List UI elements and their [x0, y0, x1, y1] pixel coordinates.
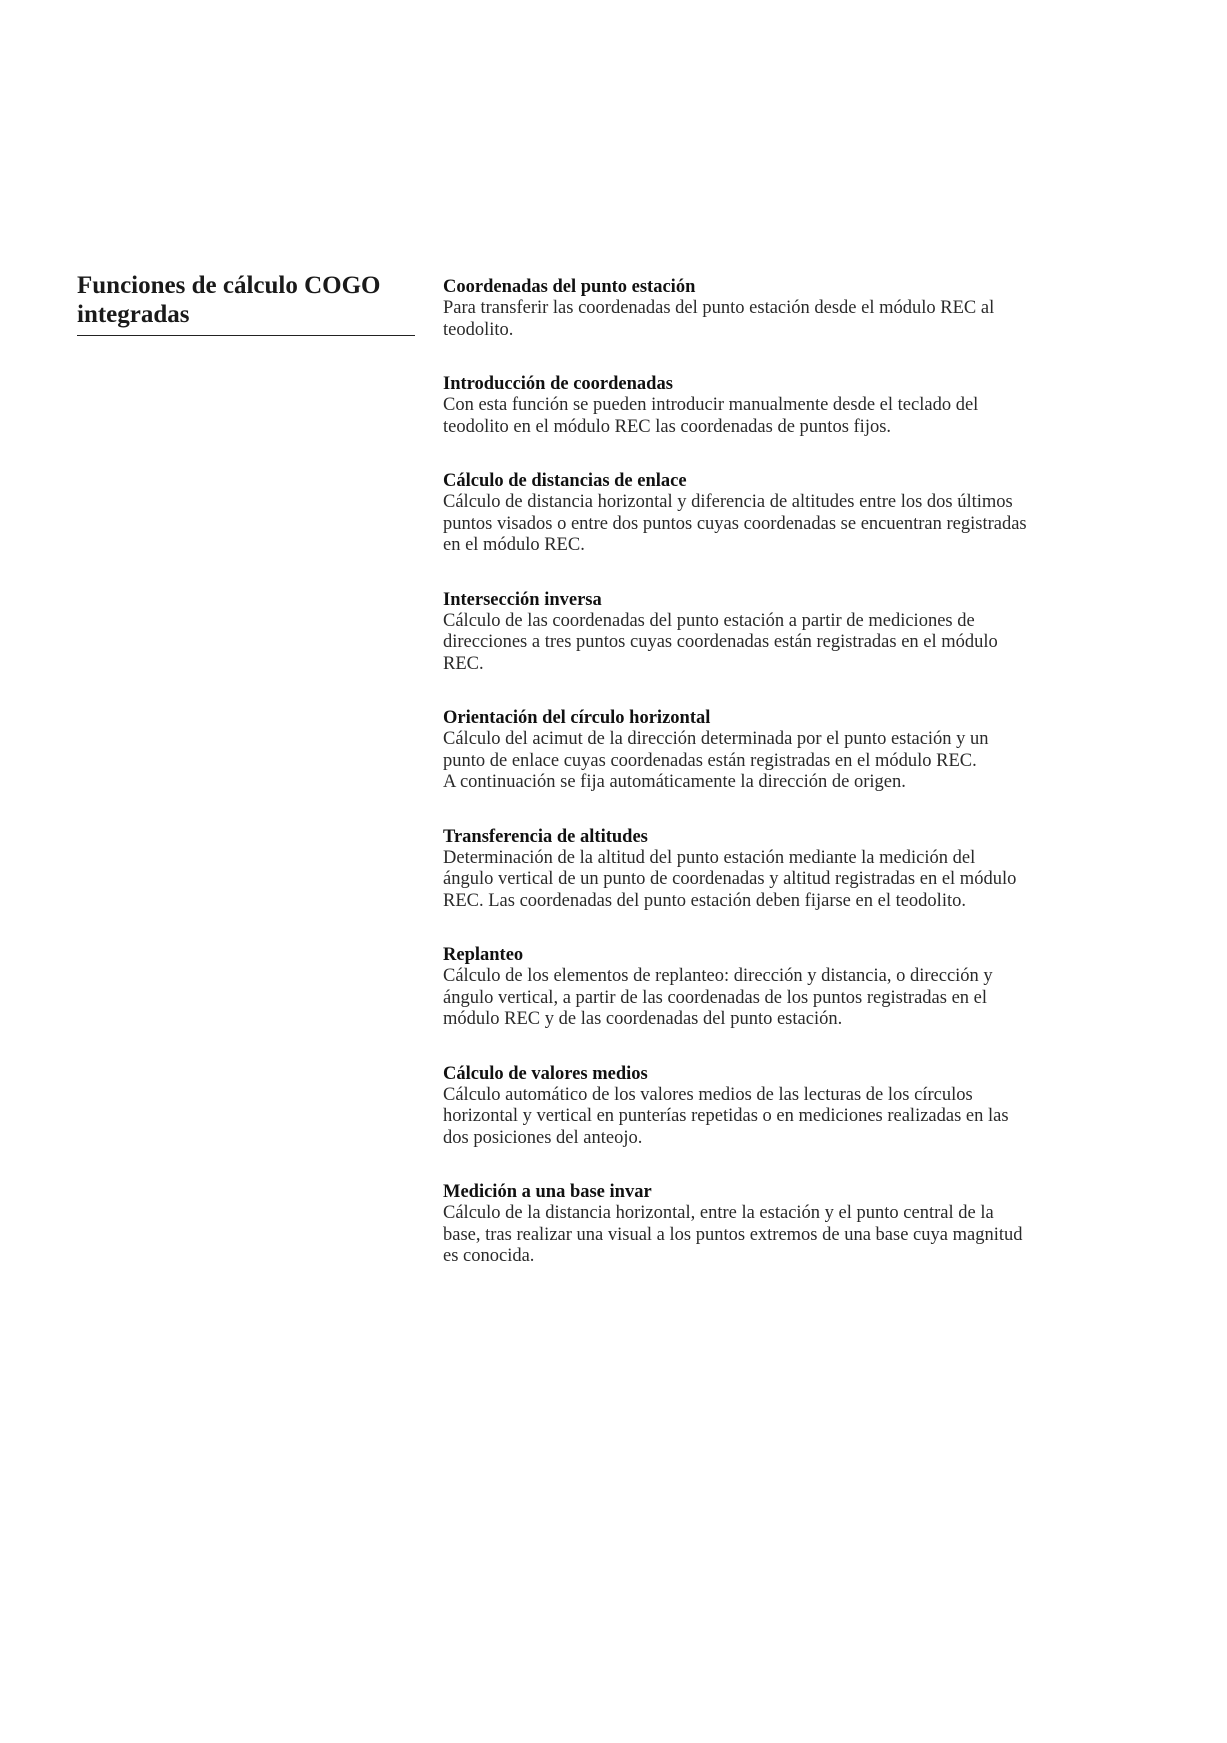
function-description: Con esta función se pueden introducir manualmente desde el teclado del teodolito en el módulo REC las coordenadas de puntos fijos.: [443, 395, 979, 437]
function-coordinates-station: [443, 277, 1148, 341]
function-description: Cálculo de los elementos de replanteo: dirección y distancia, o dirección y ángulo vertical, a partir de las coordenadas de los puntos registradas en el módulo REC y de las coordenadas del punto estación.: [443, 966, 993, 1029]
function-horizontal-orientation: [443, 708, 1148, 794]
function-title: Transferencia de altitudes: [443, 826, 648, 847]
function-invar-base: [443, 1182, 1148, 1268]
functions-list: [443, 277, 1148, 1301]
function-coordinate-input: [443, 374, 1148, 438]
page-title: [77, 271, 415, 329]
function-title: Intersección inversa: [443, 589, 602, 610]
function-description: Cálculo automático de los valores medios de las lecturas de los círculos horizontal y vertical en punterías repetidas o en mediciones realizadas en las dos posiciones del anteojo.: [443, 1084, 1009, 1148]
function-title: Medición a una base invar: [443, 1182, 652, 1202]
section-heading: [77, 271, 415, 336]
page-title-line-1: Funciones de cálculo COGO: [77, 272, 381, 299]
page-title-line-2: integradas: [77, 301, 190, 328]
function-title: Introducción de coordenadas: [443, 374, 673, 394]
function-mean-values: [443, 1064, 1148, 1150]
function-description: Determinación de la altitud del punto estación mediante la medición del ángulo vertical de un punto de coordenadas y altitud registradas en el módulo REC. Las coordenadas del punto estación deben fijarse en el teodolito.: [443, 847, 1017, 911]
function-description: Cálculo de las coordenadas del punto estación a partir de mediciones de direcciones a tres puntos cuyas coordenadas están registradas en el módulo REC.: [443, 610, 998, 674]
function-setting-out: [443, 945, 1148, 1031]
function-title: Coordenadas del punto estación: [443, 277, 696, 297]
function-resection: [443, 590, 1148, 676]
function-description: Cálculo de distancia horizontal y diferencia de altitudes entre los dos últimos puntos visados o entre dos puntos cuyas coordenadas se encuentran registradas en el módulo REC.: [443, 492, 1027, 555]
function-height-transfer: [443, 827, 1148, 913]
function-description: Cálculo de la distancia horizontal, entre la estación y el punto central de la base, tras realizar una visual a los puntos extremos de una base cuya magnitud es conocida.: [443, 1203, 1023, 1266]
function-description: Para transferir las coordenadas del punto estación desde el módulo REC al teodolito.: [443, 298, 995, 340]
function-description: Cálculo del acimut de la dirección determinada por el punto estación y un punto de enlace cuyas coordenadas están registradas en el módulo REC. A continuación se fija automáticamente la dirección de origen.: [443, 729, 989, 792]
function-title: Orientación del círculo horizontal: [443, 708, 711, 728]
function-title: Replanteo: [443, 945, 524, 965]
function-title: Cálculo de valores medios: [443, 1063, 648, 1084]
function-tie-distances: [443, 471, 1148, 557]
function-title: Cálculo de distancias de enlace: [443, 471, 687, 491]
